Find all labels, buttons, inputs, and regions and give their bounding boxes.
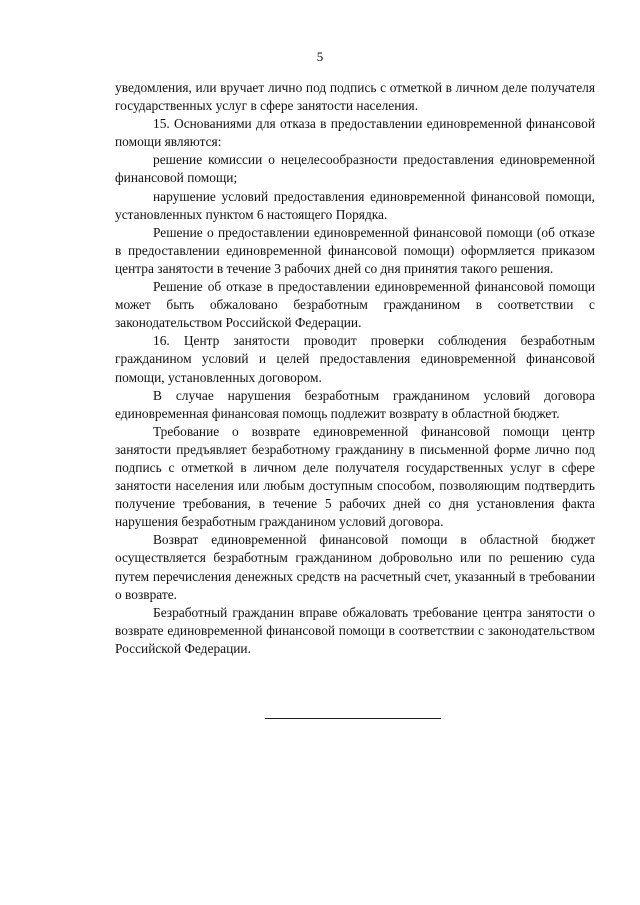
paragraph-return-procedure: Возврат единовременной финансовой помощи в областной бюджет осуществляется безработным гражданином добровольно или по решению суда путем перечисления денежных средств на расчетный счет, указанный в требовании о возврате.	[115, 532, 595, 602]
paragraph-violation-return: В случае нарушения безработным гражданином условий договора единовременная финансовая помощь подлежит возврату в областной бюджет.	[115, 387, 595, 421]
paragraph-return-demand: Требование о возврате единовременной финансовой помощи центр занятости предъявляет безработному гражданину в письменной форме лично под подпись с отметкой в личном деле получателя государственных услуг в сфере занятости населения или любым доступным способом, позволяющим подтвердить получение требования, в течение 5 рабочих дней со дня установления факта нарушения безработным гражданином условий договора.	[115, 423, 595, 530]
paragraph-refusal-appeal: Решение об отказе в предоставлении единовременной финансовой помощи может быть обжаловано безработным гражданином в соответствии с законодательством Российской Федерации.	[115, 279, 595, 331]
paragraph-clause-16: 16. Центр занятости проводит проверки соблюдения безработным гражданином условий и целей предоставления единовременной финансовой помощи, установленных договором.	[115, 333, 595, 385]
paragraph-continuation: уведомления, или вручает лично под подпись с отметкой в личном деле получателя государственных услуг в сфере занятости населения.	[115, 80, 595, 114]
paragraph-clause-15: 15. Основаниями для отказа в предоставлении единовременной финансовой помощи являются:	[115, 116, 595, 150]
paragraph-demand-appeal: Безработный гражданин вправе обжаловать требование центра занятости о возврате единовременной финансовой помощи в соответствии с законодательством Российской Федерации.	[115, 604, 595, 656]
paragraph-refusal-ground-commission: решение комиссии о нецелесообразности предоставления единовременной финансовой помощи;	[115, 152, 595, 186]
page-number: 5	[316, 49, 324, 64]
end-of-text-rule	[265, 718, 441, 719]
paragraph-refusal-ground-violation: нарушение условий предоставления единовременной финансовой помощи, установленных пунктом 6 настоящего Порядка.	[115, 188, 595, 222]
document-body	[115, 79, 595, 658]
paragraph-decision-order: Решение о предоставлении единовременной финансовой помощи (об отказе в предоставлении единовременной финансовой помощи) оформляется приказом центра занятости в течение 3 рабочих дней со дня принятия такого решения.	[115, 224, 595, 276]
